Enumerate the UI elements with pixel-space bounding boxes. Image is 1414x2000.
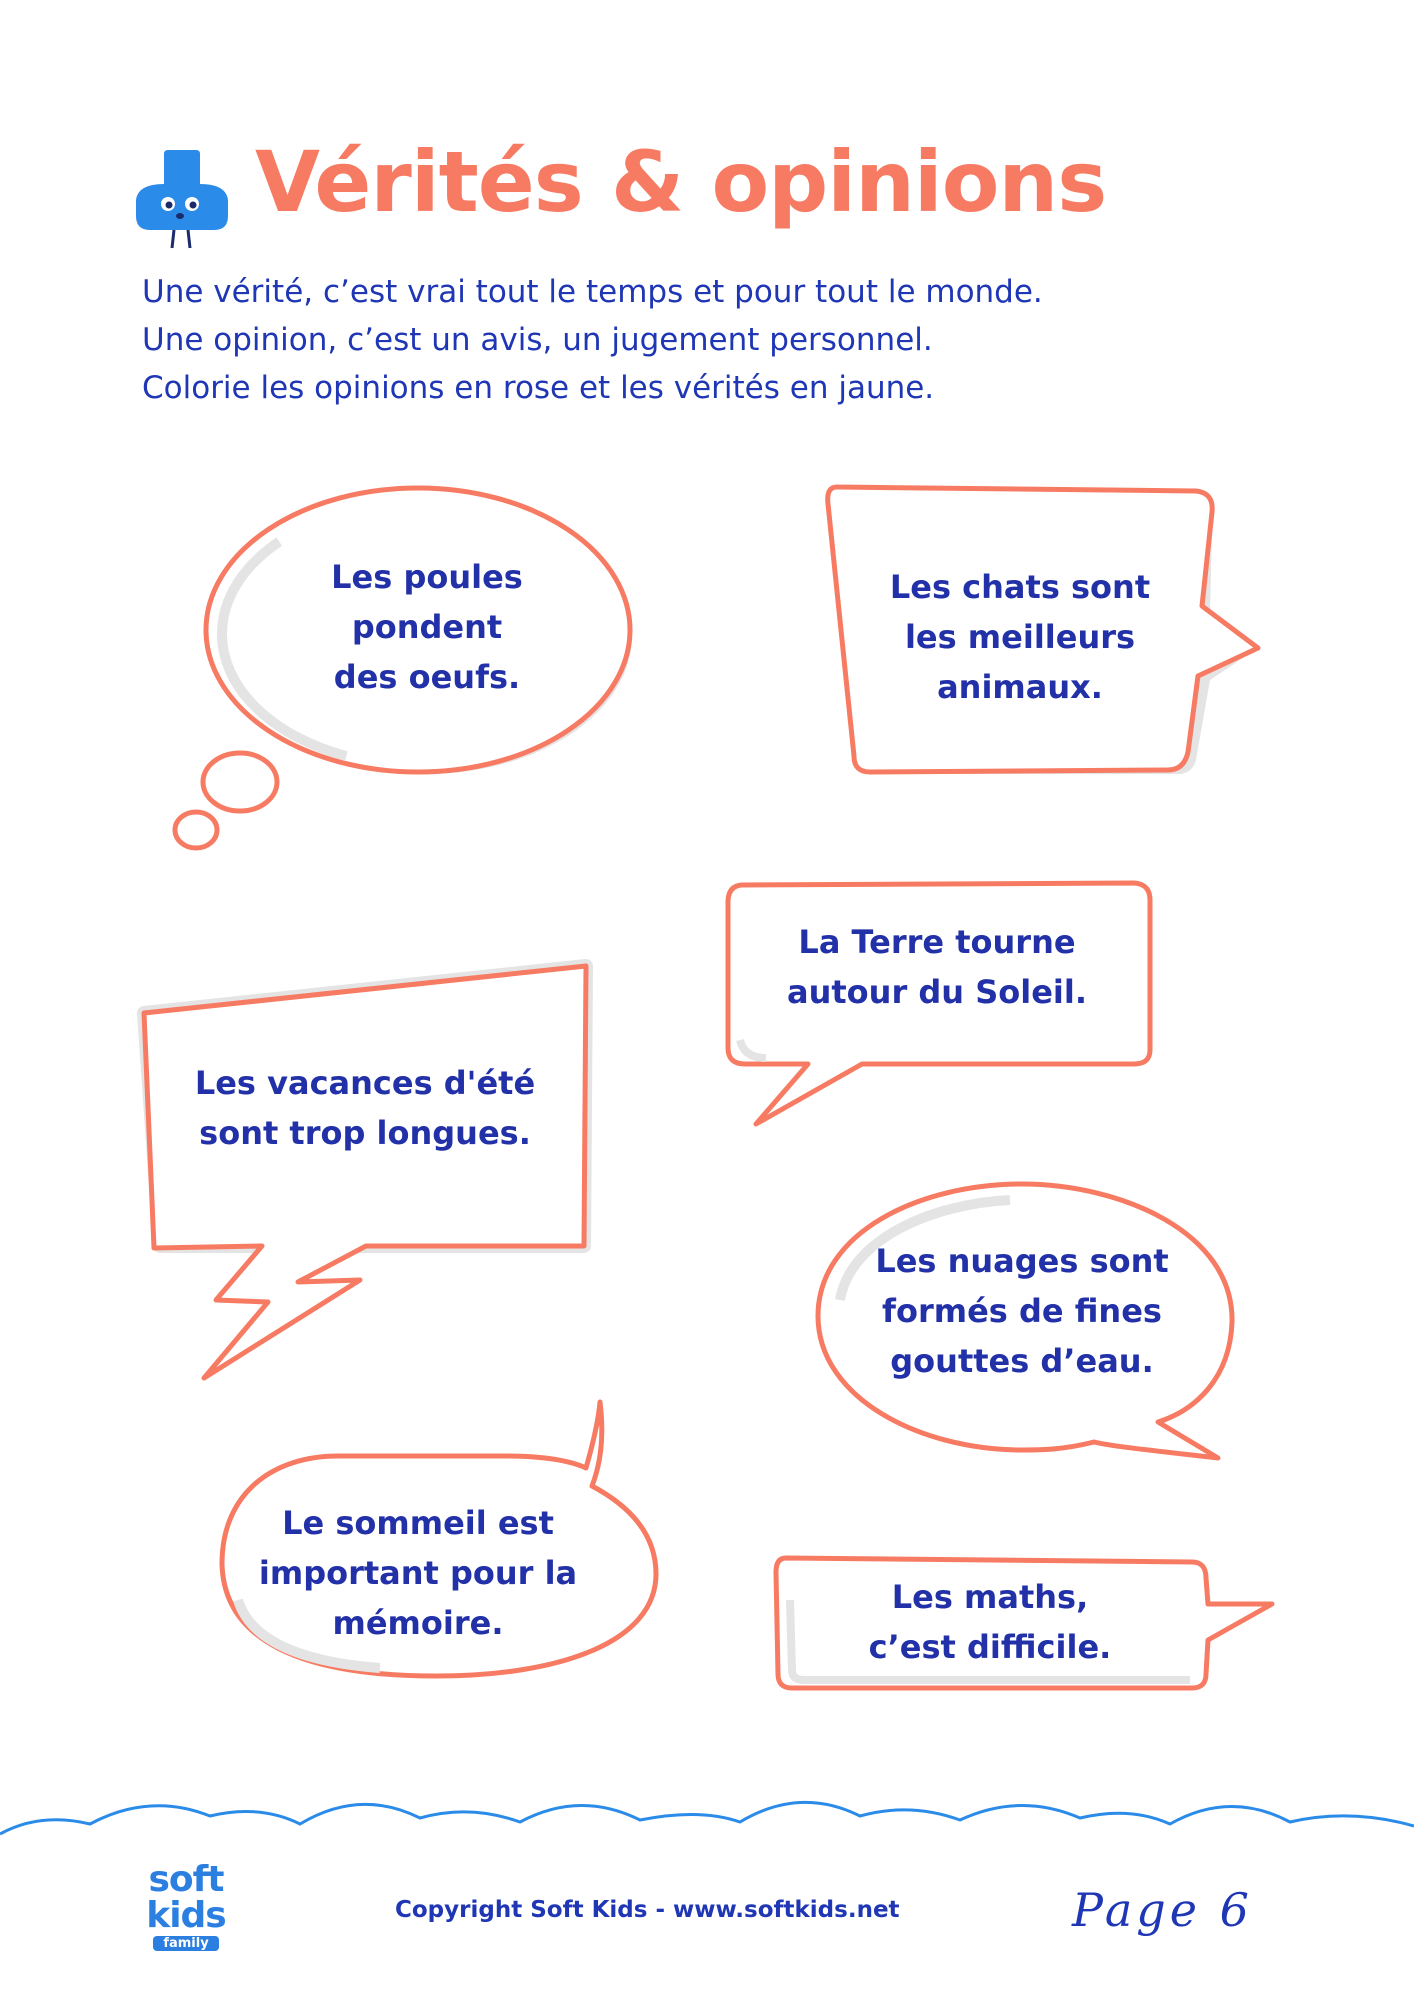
bubble-2-text: Les chats sont les meilleurs animaux. [889, 568, 1151, 706]
bubble-4-shape [144, 966, 586, 1378]
bubble-7-text: Les maths, c’est difficile. [868, 1578, 1112, 1666]
soft-kids-logo: soft kids family [146, 1859, 226, 1951]
bubble-3-text: La Terre tourne autour du Soleil. [787, 923, 1087, 1011]
cloud-border [0, 1782, 1414, 1852]
bubble-4-text: Les vacances d'été sont trop longues. [194, 1064, 536, 1152]
page-number: Page 6 [1072, 1883, 1253, 1937]
intro-line-1: Une vérité, c’est vrai tout le temps et pour tout le monde. [142, 274, 1043, 310]
bubble-1-text: Les poules pondent des oeufs. [331, 558, 523, 696]
copyright-text: Copyright Soft Kids - www.softkids.net [395, 1897, 900, 1923]
bubble-5-text: Les nuages sont formés de fines gouttes d’eau. [875, 1242, 1169, 1380]
intro-line-3: Colorie les opinions en rose et les vérités en jaune. [142, 370, 935, 406]
intro-line-2: Une opinion, c’est un avis, un jugement personnel. [142, 322, 933, 358]
page-title: Vérités & opinions [255, 133, 1107, 231]
bubble-6-text: Le sommeil est important pour la mémoire. [258, 1504, 578, 1642]
